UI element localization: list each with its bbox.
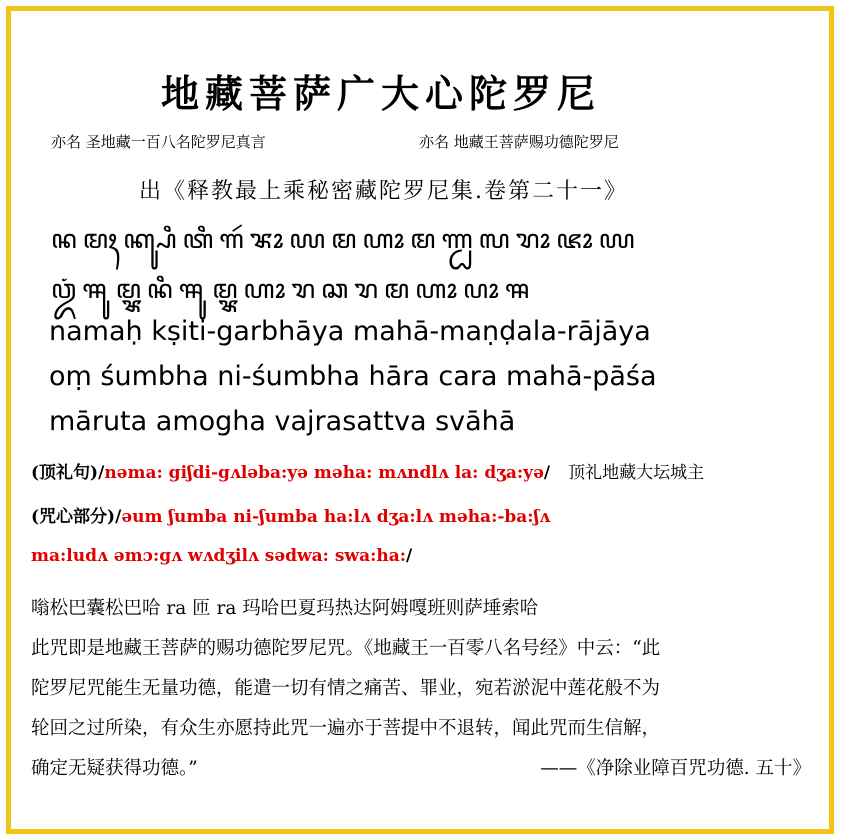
siddham-script-line-2: ꦎꦁꦯꦸꦩ꧀ꦨꦤꦶꦯꦸꦩ꧀ꦨꦲꦴꦫꦕꦫꦩꦲꦴꦥꦴꦯ	[51, 275, 536, 305]
body-text-line-5: 确定无疑获得功德。”	[31, 758, 198, 779]
body-text-line-4: 轮回之过所染，有众生亦愿持此咒一遍亦于菩提中不退转，闻此咒而生信解，	[31, 718, 661, 739]
siddham-script-line-1: ꦤꦩꦃꦏ꧀ꦰꦶꦠꦶꦒꦂꦨꦴꦪꦩꦲꦴꦩꦟ꧀ꦝꦭꦫꦴꦗꦴꦪ	[51, 225, 641, 255]
pronunciation-line-1: (顶礼句)/nəma: giʃdi-gʌləba:yə məha: mʌndlʌ la: dʒa:yə/ 顶礼地藏大坛城主	[31, 463, 705, 483]
source-reference: 出《释教最上乘秘密藏陀罗尼集.卷第二十一》	[139, 179, 628, 204]
pronunciation-label-homage: (顶礼句)	[31, 463, 99, 483]
romanization-line-2: oṃ śumbha ni-śumbha hāra cara mahā-pāśa	[49, 361, 657, 392]
citation: ——《净除业障百咒功德. 五十》	[540, 758, 811, 779]
document-frame	[6, 6, 834, 834]
alias-right: 亦名 地藏王菩萨赐功德陀罗尼	[419, 133, 619, 151]
pronunciation-line-3: ma:ludʌ əmɔ:gʌ wʌdʒilʌ sədwa: swa:ha:/	[31, 546, 413, 566]
pronunciation-ipa-2: əum ʃumba ni-ʃumba ha:lʌ dʒa:lʌ məha:-ba:ʃʌ	[121, 507, 551, 527]
pronunciation-ipa-1: nəma: giʃdi-gʌləba:yə məha: mʌndlʌ la: dʒa:yə	[104, 463, 544, 483]
body-text-line-2: 此咒即是地藏王菩萨的赐功德陀罗尼咒。《地藏王一百零八名号经》中云：“此	[31, 638, 661, 659]
pronunciation-label-heart: (咒心部分)	[31, 507, 116, 527]
romanization-line-1: namaḥ kṣiti-garbhāya mahā-maṇḍala-rājāya	[49, 316, 651, 347]
body-text-line-3: 陀罗尼咒能生无量功德，能遣一切有情之痛苦、罪业，宛若淤泥中莲花般不为	[31, 678, 661, 699]
pronunciation-line-2: (咒心部分)/əum ʃumba ni-ʃumba ha:lʌ dʒa:lʌ məha:-ba:ʃʌ	[31, 507, 551, 527]
page-title: 地藏菩萨广大心陀罗尼	[161, 71, 602, 116]
alias-left: 亦名 圣地藏一百八名陀罗尼真言	[51, 133, 266, 151]
chinese-transliteration: 嗡松巴囊松巴哈 ra 匝 ra 玛哈巴夏玛热达阿姆嘎班则萨埵索哈	[31, 598, 539, 619]
pronunciation-gloss: 顶礼地藏大坛城主	[568, 463, 705, 483]
pronunciation-ipa-3: ma:ludʌ əmɔ:gʌ wʌdʒilʌ sədwa: swa:ha:	[31, 546, 407, 566]
romanization-line-3: māruta amogha vajrasattva svāhā	[49, 406, 516, 437]
